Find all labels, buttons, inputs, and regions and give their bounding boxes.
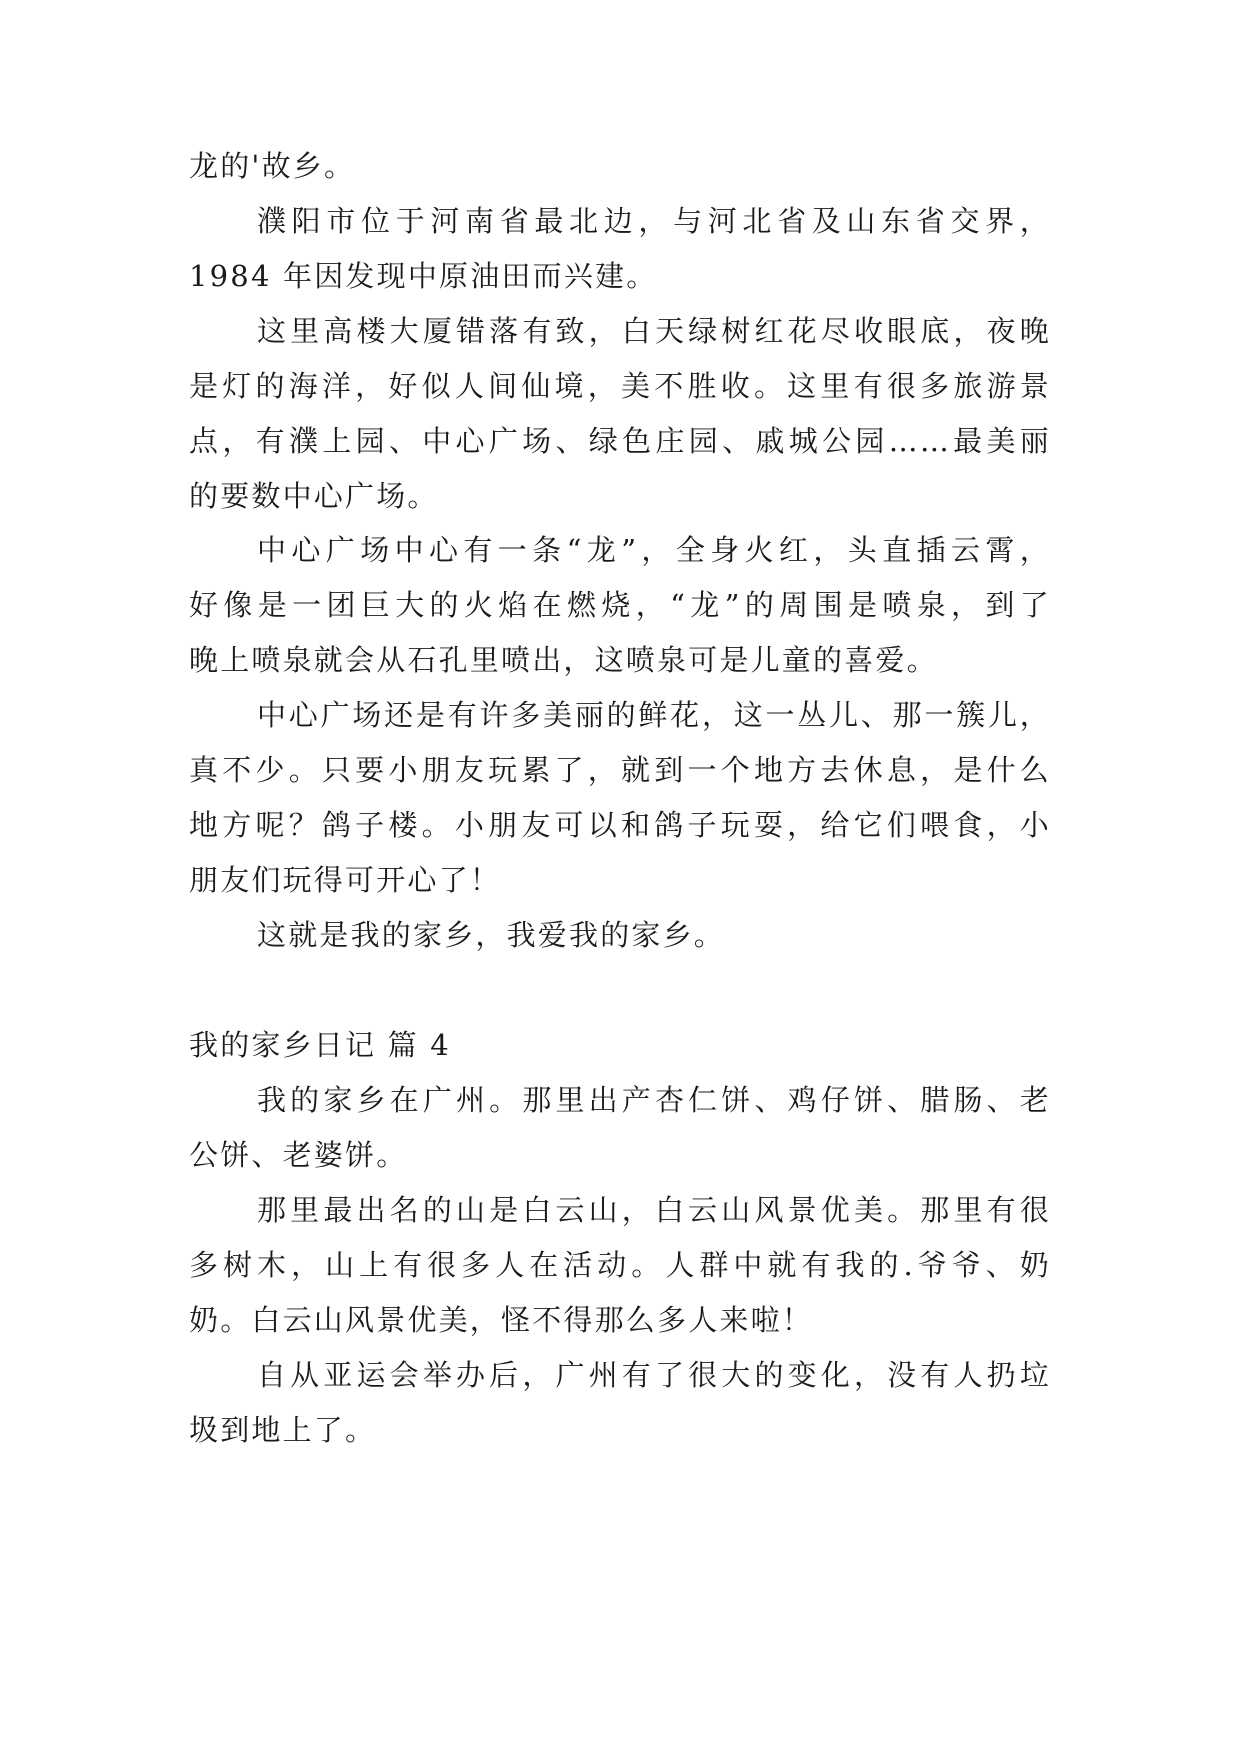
text-line: 晚上喷泉就会从石孔里喷出，这喷泉可是儿童的喜爱。 [189,643,938,677]
text-line: 多树木，山上有很多人在活动。人群中就有我的.爷爷、奶 [189,1248,1051,1282]
paragraph-first-line: 濮阳市位于河南省最北边，与河北省及山东省交界， [257,204,1051,238]
text-line: 1984 年因发现中原油田而兴建。 [189,259,658,293]
text-line: 朋友们玩得可开心了！ [189,863,502,897]
paragraph-first-line: 自从亚运会举办后，广州有了很大的变化，没有人扔垃 [257,1358,1051,1392]
text-line: 真不少。只要小朋友玩累了，就到一个地方去休息，是什么 [189,753,1051,787]
text-line: 的要数中心广场。 [189,479,439,513]
text-line: 地方呢？鸽子楼。小朋友可以和鸽子玩耍，给它们喂食，小 [189,808,1051,842]
text-line: 龙的'故乡。 [189,149,356,183]
paragraph-first-line: 中心广场中心有一条“龙”，全身火红，头直插云霄， [257,533,1051,567]
text-line: 奶。白云山风景优美，怪不得那么多人来啦！ [189,1303,814,1337]
text-line: 点，有濮上园、中心广场、绿色庄园、戚城公园……最美丽 [189,424,1051,458]
text-line: 公饼、老婆饼。 [189,1138,408,1172]
paragraph-first-line: 这就是我的家乡，我爱我的家乡。 [257,918,726,952]
text-line: 好像是一团巨大的火焰在燃烧，“龙”的周围是喷泉，到了 [189,588,1051,622]
text-line: 圾到地上了。 [189,1413,377,1447]
section-heading: 我的家乡日记 篇 4 [189,1028,451,1062]
text-line: 是灯的海洋，好似人间仙境，美不胜收。这里有很多旅游景 [189,369,1051,403]
paragraph-first-line: 我的家乡在广州。那里出产杏仁饼、鸡仔饼、腊肠、老 [257,1083,1051,1117]
paragraph-first-line: 中心广场还是有许多美丽的鲜花，这一丛儿、那一簇儿， [257,698,1051,732]
paragraph-first-line: 这里高楼大厦错落有致，白天绿树红花尽收眼底，夜晚 [257,314,1051,348]
paragraph-first-line: 那里最出名的山是白云山，白云山风景优美。那里有很 [257,1193,1051,1227]
